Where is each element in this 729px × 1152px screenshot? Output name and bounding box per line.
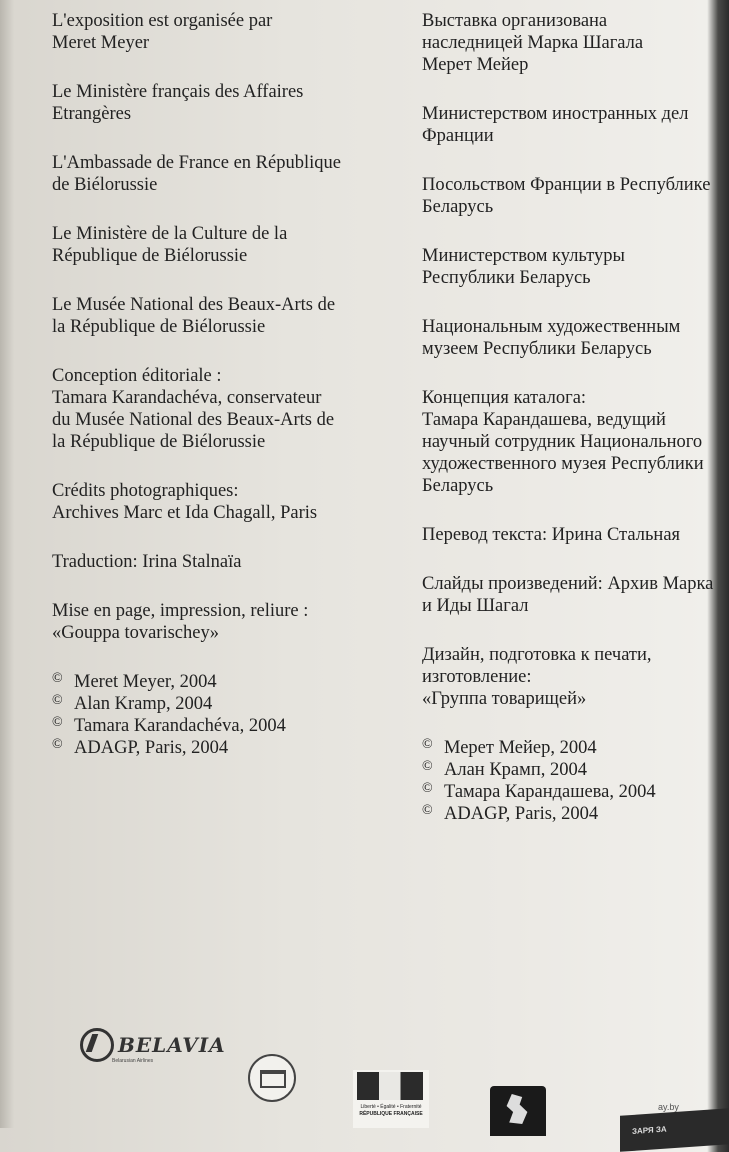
zarya-wordmark: ЗАРЯ ЗА [632,1124,667,1136]
belavia-logo [80,1028,226,1062]
belavia-subtitle: Belarusian Airlines [112,1058,154,1064]
credit-block [422,316,722,360]
credit-line: Traduction: Irina Stalnaïa [52,552,242,572]
credit-block [422,10,722,76]
credit-block [52,551,382,573]
credit-block [52,294,382,338]
copyright-line: © Tamara Karandachéva, 2004 [52,715,382,737]
credit-line: Le Ministère de la Culture de la [52,224,288,244]
belavia-wordmark: BELAVIA [118,1033,226,1057]
credit-line: Мерет Мейер [422,55,529,75]
copyright-line: © ADAGP, Paris, 2004 [422,803,722,825]
belavia-emblem-icon [80,1028,114,1062]
russian-credits-column [422,10,722,852]
page-shadow [0,0,14,1128]
credit-line: Mise en page, impression, reliure : [52,601,309,621]
credit-line: Conception éditoriale : [52,366,222,386]
credit-line: Tamara Karandachéva, conservateur [52,388,322,408]
credit-line: Беларусь [422,476,494,496]
credit-line: Национальным художественным [422,317,681,337]
credit-line: «Группа товарищей» [422,689,587,709]
lion-icon [504,1094,530,1124]
credit-block [422,387,722,497]
credit-block [422,524,722,546]
credit-block [422,103,722,147]
copyright-line: © ADAGP, Paris, 2004 [52,737,382,759]
credit-block [52,600,382,644]
credit-line: L'Ambassade de France en République [52,153,341,173]
credit-line: Etrangères [52,104,132,124]
credit-line: музеем Республики Беларусь [422,339,652,359]
credit-line: République de Biélorussie [52,246,248,266]
credit-line: наследницей Марка Шагала [422,33,644,53]
site-watermark: ay.by [658,1102,679,1112]
credit-line: L'exposition est organisée par [52,11,273,31]
credit-line: Выставка организована [422,11,608,31]
credit-line: и Иды Шагал [422,596,529,616]
marianne-flag-icon [357,1072,423,1100]
credit-line: la République de Biélorussie [52,432,266,452]
credit-block [52,10,382,54]
copyright-block [422,737,722,825]
credit-line: «Gouppa tovarischey» [52,623,219,643]
credit-line: Министерством культуры [422,246,625,266]
credit-line: Тамара Карандашева, ведущий [422,410,666,430]
credit-line: Перевод текста: Ирина Стальная [422,525,681,545]
republique-francaise-logo [353,1070,429,1128]
credit-line: Слайды произведений: Архив Марка [422,574,714,594]
credit-block [422,174,722,218]
credit-line: du Musée National des Beaux-Arts de [52,410,335,430]
credit-line: Республики Беларусь [422,268,591,288]
copyright-line: © Meret Meyer, 2004 [52,671,382,693]
credit-line: изготовление: [422,667,532,687]
zarya-logo [620,1108,729,1152]
credit-block [52,152,382,196]
copyright-line: © Мерет Мейер, 2004 [422,737,722,759]
copyright-block [52,671,382,759]
credit-line: Le Ministère français des Affaires [52,82,304,102]
credit-line: Франции [422,126,494,146]
credit-line: Crédits photographiques: [52,481,239,501]
rf-name: RÉPUBLIQUE FRANÇAISE [359,1111,423,1117]
museum-seal-logo [248,1054,296,1102]
credit-line: Meret Meyer [52,33,150,53]
credit-line: la République de Biélorussie [52,317,266,337]
copyright-line: © Алан Крамп, 2004 [422,759,722,781]
museum-building-icon [260,1070,286,1088]
credit-block [52,81,382,125]
credit-line: Посольством Франции в Республике [422,175,711,195]
credit-line: Беларусь [422,197,494,217]
credit-line: научный сотрудник Национального [422,432,703,452]
credit-block [52,365,382,453]
credit-line: Le Musée National des Beaux-Arts de [52,295,336,315]
peugeot-logo [490,1086,546,1136]
copyright-line: © Тамара Карандашева, 2004 [422,781,722,803]
sponsor-logos [0,1020,729,1136]
credit-line: Archives Marc et Ida Chagall, Paris [52,503,318,523]
credit-block [422,573,722,617]
credit-line: de Biélorussie [52,175,158,195]
credit-block [422,245,722,289]
credit-block [52,480,382,524]
rf-motto: Liberté • Égalité • Fraternité [360,1104,422,1110]
credit-line: Министерством иностранных дел [422,104,689,124]
credit-block [52,223,382,267]
french-credits-column [52,10,382,786]
copyright-line: © Alan Kramp, 2004 [52,693,382,715]
credit-line: Дизайн, подготовка к печати, [422,645,652,665]
credit-line: художественного музея Республики [422,454,704,474]
credit-block [422,644,722,710]
credit-line: Концепция каталога: [422,388,587,408]
